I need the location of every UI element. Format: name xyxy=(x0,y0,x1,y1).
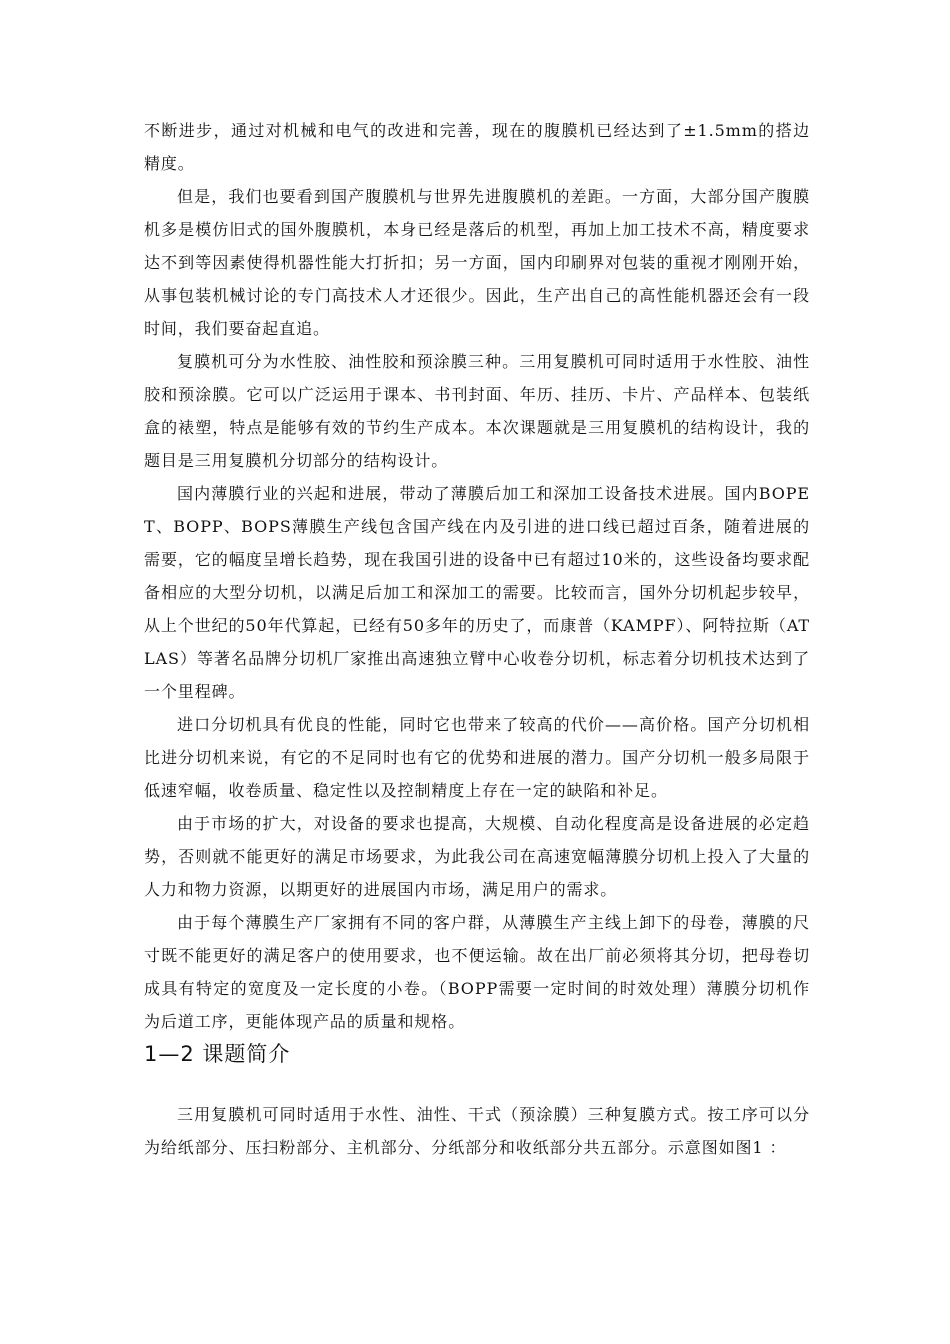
paragraph-imported-slitter: 进口分切机具有优良的性能，同时它也带来了较高的代价——高价格。国产分切机相比进分切机来说，有它的不足同时也有它的优势和进展的潜力。国产分切机一般多局限于低速窄幅，收卷质量、稳定性以及控制精度上存在一定的缺陷和补足。 xyxy=(144,715,810,800)
section-body xyxy=(144,1098,810,1164)
paragraph-laminator-types: 复膜机可分为水性胶、油性胶和预涂膜三种。三用复膜机可同时适用于水性胶、油性胶和预涂膜。它可以广泛运用于课本、书刊封面、年历、挂历、卡片、产品样本、包装纸盒的裱塑，特点是能够有效的节约生产成本。本次课题就是三用复膜机的结构设计，我的题目是三用复膜机分切部分的结构设计。 xyxy=(144,352,810,470)
paragraph-project-intro: 三用复膜机可同时适用于水性、油性、干式（预涂膜）三种复膜方式。按工序可以分为给纸部分、压扫粉部分、主机部分、分纸部分和收纸部分共五部分。示意图如图1 ： xyxy=(144,1105,810,1157)
paragraph-market-trend: 由于市场的扩大，对设备的要求也提高，大规模、自动化程度高是设备进展的必定趋势，否则就不能更好的满足市场要求，为此我公司在高速宽幅薄膜分切机上投入了大量的人力和物力资源，以期更好的进展国内市场，满足用户的需求。 xyxy=(144,814,810,899)
paragraph-slitting-purpose: 由于每个薄膜生产厂家拥有不同的客户群，从薄膜生产主线上卸下的母卷，薄膜的尺寸既不能更好的满足客户的使用要求，也不便运输。故在出厂前必须将其分切，把母卷切成具有特定的宽度及一定长度的小卷。（BOPP需要一定时间的时效处理）薄膜分切机作为后道工序，更能体现产品的质量和规格。 xyxy=(144,913,810,1031)
body-text xyxy=(144,114,810,1038)
paragraph-domestic-gap: 但是，我们也要看到国产腹膜机与世界先进腹膜机的差距。一方面，大部分国产腹膜机多是模仿旧式的国外腹膜机，本身已经是落后的机型，再加上加工技术不高，精度要求达不到等因素使得机器性能大打折扣；另一方面，国内印刷界对包装的重视才刚刚开始，从事包装机械讨论的专门高技术人才还很少。因此，生产出自己的高性能机器还会有一段时间，我们要奋起直追。 xyxy=(144,187,810,338)
paragraph-film-industry: 国内薄膜行业的兴起和进展，带动了薄膜后加工和深加工设备技术进展。国内BOPET、BOPP、BOPS薄膜生产线包含国产线在内及引进的进口线已超过百条，随着进展的需要，它的幅度呈增长趋势，现在我国引进的设备中已有超过10米的，这些设备均要求配备相应的大型分切机，以满足后加工和深加工的需要。比较而言，国外分切机起步较早，从上个世纪的50年代算起，已经有50多年的历史了，而康普（KAMPF）、阿特拉斯（ATLAS）等著名品牌分切机厂家推出高速独立臂中心收卷分切机，标志着分切机技术达到了一个里程碑。 xyxy=(144,484,810,701)
paragraph-continuation: 不断进步，通过对机械和电气的改进和完善，现在的腹膜机已经达到了±1.5mm的搭边精度。 xyxy=(144,121,810,173)
section-heading: 1—2 课题简介 xyxy=(144,1042,291,1066)
